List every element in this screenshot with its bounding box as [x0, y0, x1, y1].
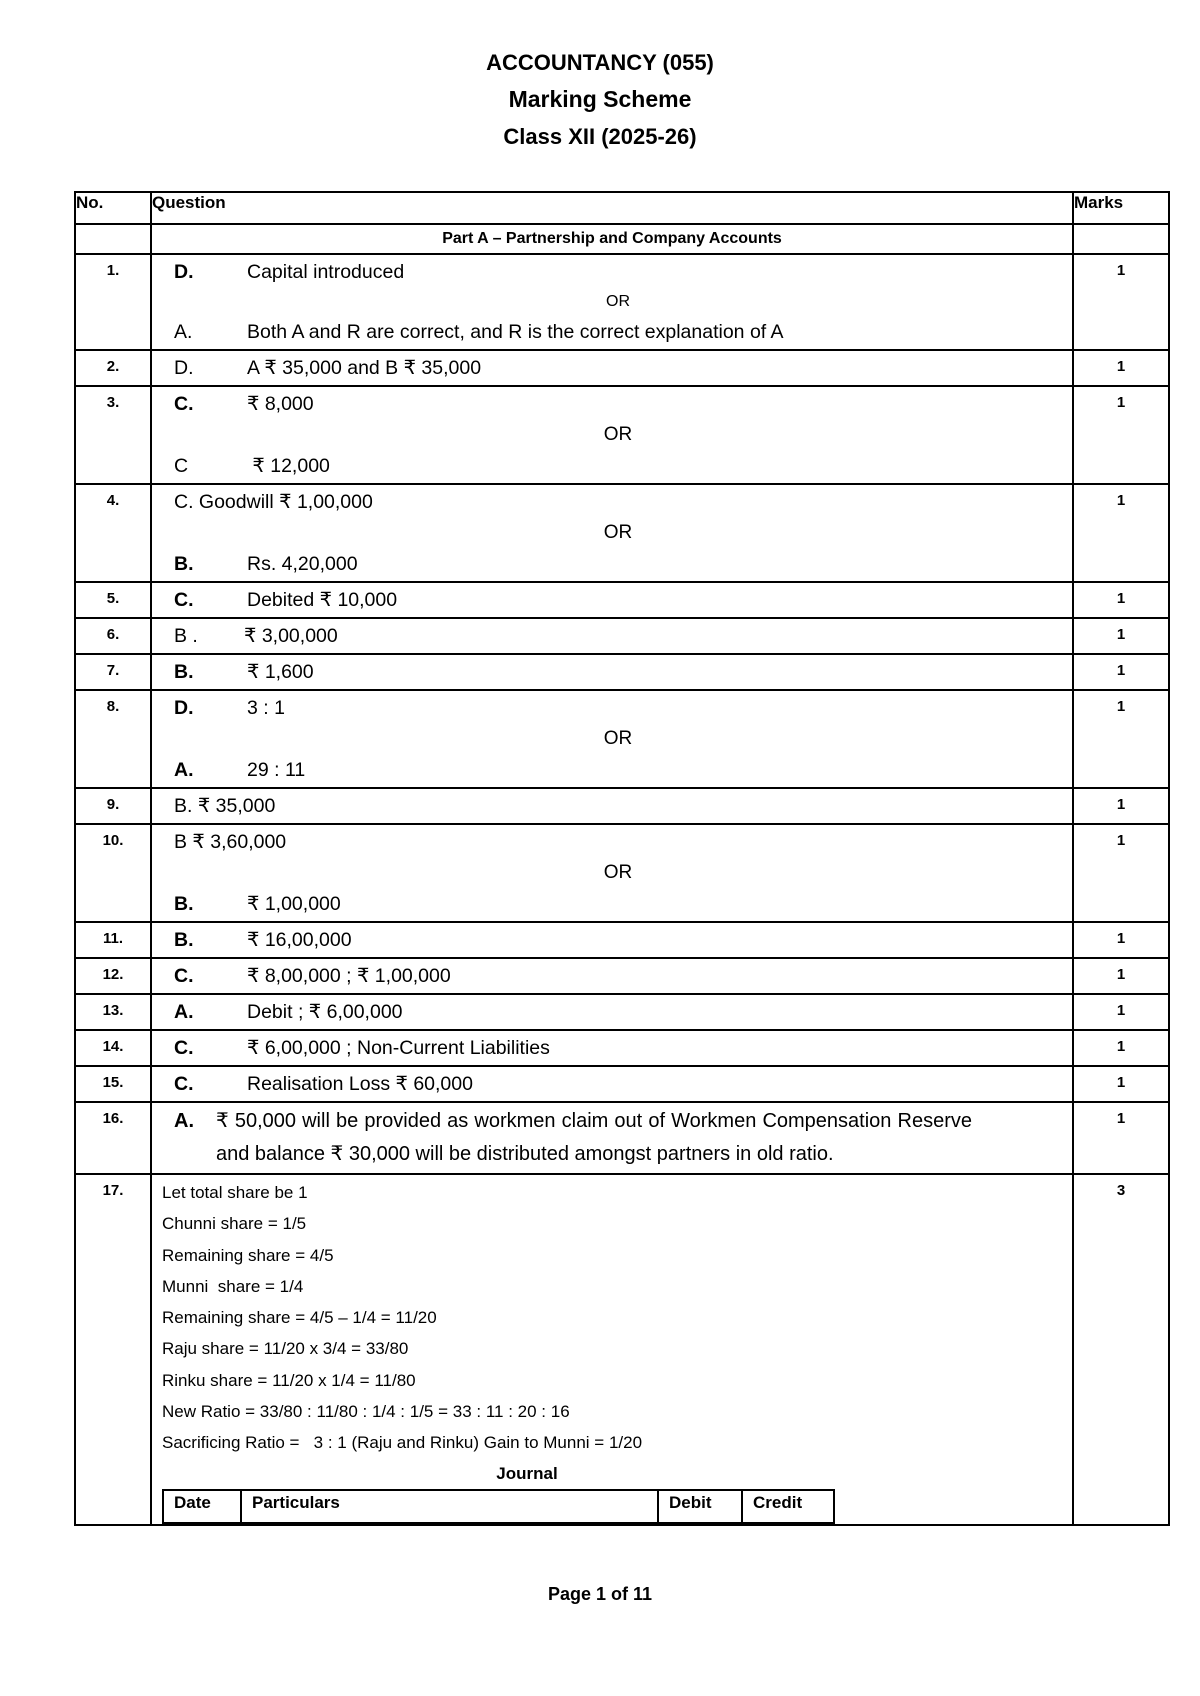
table-row [75, 690, 1169, 788]
table-row [75, 1066, 1169, 1102]
answer-option-letter: B. [174, 661, 194, 683]
answer-cell [151, 1102, 1073, 1174]
answer-option-letter: C. [174, 1073, 194, 1095]
answer-text: ₹ 8,000 [247, 393, 314, 415]
or-separator: OR [603, 424, 633, 445]
solution-line: Munni share = 1/4 [162, 1276, 304, 1296]
answer-cell [151, 484, 1073, 582]
marks-value: 1 [1073, 958, 1169, 994]
answer-cell [151, 1066, 1073, 1102]
question-number: 17. [75, 1174, 151, 1525]
question-number: 9. [75, 788, 151, 824]
answer-text: Rs. 4,20,000 [247, 553, 358, 575]
answer-cell [151, 824, 1073, 922]
answer-text: ₹ 1,00,000 [247, 893, 341, 915]
answer-text: ₹ 6,00,000 ; Non-Current Liabilities [247, 1037, 550, 1059]
answer-option-letter: D. [174, 261, 194, 283]
page-number: Page 1 of 11 [547, 1584, 653, 1604]
question-number: 2. [75, 350, 151, 386]
question-number: 6. [75, 618, 151, 654]
table-row [75, 386, 1169, 484]
answer-cell [151, 690, 1073, 788]
solution-line: New Ratio = 33/80 : 11/80 : 1/4 : 1/5 = 33 : 11 : 20 : 16 [162, 1402, 570, 1422]
answer-cell [151, 922, 1073, 958]
answer-option-letter: A. [174, 1001, 194, 1023]
solution-line: Sacrificing Ratio = 3 : 1 (Raju and Rinku) Gain to Munni = 1/20 [162, 1433, 643, 1453]
table-row [75, 254, 1169, 350]
answer-text: Capital introduced [247, 261, 405, 283]
subject-title: ACCOUNTANCY (055) [486, 50, 714, 75]
question-number: 8. [75, 690, 151, 788]
answer-option-letter: A. [174, 1110, 194, 1132]
answer-option-letter: B. [174, 893, 194, 915]
table-row [75, 994, 1169, 1030]
answer-cell [151, 1030, 1073, 1066]
question-number: 15. [75, 1066, 151, 1102]
journal-col-credit: Credit [742, 1490, 834, 1523]
marks-value: 1 [1073, 922, 1169, 958]
marks-value: 1 [1073, 254, 1169, 350]
answer-text: A ₹ 35,000 and B ₹ 35,000 [247, 357, 482, 379]
answer-option-letter: C. [174, 965, 194, 987]
table-row [75, 922, 1169, 958]
page-header [0, 44, 1200, 155]
col-marks-header: Marks [1073, 192, 1169, 224]
answer-option-letter: C. [174, 589, 194, 611]
question-number: 10. [75, 824, 151, 922]
answer-option-letter: B. [174, 553, 194, 575]
table-row [75, 618, 1169, 654]
answer-cell [151, 618, 1073, 654]
answer-cell [151, 994, 1073, 1030]
table-row [75, 582, 1169, 618]
solution-steps [162, 1177, 1072, 1524]
col-question-header: Question [151, 192, 1073, 224]
table-row [75, 350, 1169, 386]
answer-text: ₹ 3,00,000 [244, 625, 338, 647]
table-row [75, 824, 1169, 922]
marks-value: 1 [1073, 618, 1169, 654]
answer-cell [151, 386, 1073, 484]
answer-cell [151, 350, 1073, 386]
answer-cell [151, 788, 1073, 824]
answer-option-letter: A. [174, 321, 193, 343]
marks-value: 1 [1073, 582, 1169, 618]
marks-value: 1 [1073, 386, 1169, 484]
answer-text: Both A and R are correct, and R is the correct explanation of A [247, 321, 784, 343]
question-number: 13. [75, 994, 151, 1030]
question-number: 3. [75, 386, 151, 484]
solution-line: Rinku share = 11/20 x 1/4 = 11/80 [162, 1370, 416, 1390]
or-separator: OR [603, 862, 633, 883]
table-row [75, 484, 1169, 582]
table-row [75, 1102, 1169, 1174]
answer-option-letter: C [174, 455, 189, 477]
question-number: 16. [75, 1102, 151, 1174]
part-a-row [75, 224, 1169, 254]
question-number: 5. [75, 582, 151, 618]
journal-table [162, 1489, 835, 1524]
question-number: 12. [75, 958, 151, 994]
marks-value: 1 [1073, 690, 1169, 788]
or-separator: OR [606, 293, 630, 310]
answer-option-letter: B . [174, 625, 198, 647]
table-header-row [75, 192, 1169, 224]
answer-option-letter: D. [174, 697, 194, 719]
col-no-header: No. [75, 192, 151, 224]
document-title: Marking Scheme [508, 86, 692, 112]
answer-text: Debited ₹ 10,000 [247, 589, 398, 611]
table-row [75, 654, 1169, 690]
table-row [75, 1030, 1169, 1066]
solution-line: Raju share = 11/20 x 3/4 = 33/80 [162, 1339, 409, 1359]
question-number: 14. [75, 1030, 151, 1066]
answer-text: C. Goodwill ₹ 1,00,000 [174, 491, 373, 513]
answer-option-letter: B. [174, 929, 194, 951]
answer-text: ₹ 12,000 [247, 455, 330, 477]
answer-option-letter: A. [174, 759, 194, 781]
part-a-title: Part A – Partnership and Company Accounts [151, 224, 1073, 254]
solution-line: Chunni share = 1/5 [162, 1214, 307, 1234]
or-separator: OR [603, 522, 633, 543]
answer-option-letter: C. [174, 393, 194, 415]
marking-scheme-table [74, 191, 1170, 1526]
question-number: 4. [75, 484, 151, 582]
class-title: Class XII (2025-26) [503, 124, 697, 149]
question-number: 7. [75, 654, 151, 690]
marks-value: 1 [1073, 1030, 1169, 1066]
answer-text: ₹ 8,00,000 ; ₹ 1,00,000 [247, 965, 451, 987]
table-row [75, 958, 1169, 994]
answer-cell [151, 654, 1073, 690]
answer-text: Realisation Loss ₹ 60,000 [247, 1073, 473, 1095]
answer-text: 3 : 1 [247, 697, 285, 719]
marks-value: 1 [1073, 1066, 1169, 1102]
marks-value: 1 [1073, 484, 1169, 582]
answer-cell [151, 958, 1073, 994]
solution-line: Remaining share = 4/5 [162, 1245, 334, 1265]
answer-cell [151, 1174, 1073, 1525]
marks-value: 1 [1073, 824, 1169, 922]
or-separator: OR [603, 728, 633, 749]
marks-value: 1 [1073, 350, 1169, 386]
marks-value: 1 [1073, 1102, 1169, 1174]
journal-col-particulars: Particulars [241, 1490, 658, 1523]
answer-option-letter: C. [174, 1037, 194, 1059]
journal-col-debit: Debit [658, 1490, 742, 1523]
table-row [75, 788, 1169, 824]
answer-text: ₹ 1,600 [247, 661, 314, 683]
answer-cell [151, 254, 1073, 350]
journal-col-date: Date [163, 1490, 241, 1523]
solution-line: Remaining share = 4/5 – 1/4 = 11/20 [162, 1308, 437, 1328]
table-row [75, 1174, 1169, 1525]
answer-text: 29 : 11 [247, 759, 306, 781]
answer-text: B ₹ 3,60,000 [174, 831, 287, 853]
journal-title: Journal [496, 1463, 558, 1483]
answer-text: Debit ; ₹ 6,00,000 [247, 1001, 403, 1023]
answer-text: B. ₹ 35,000 [174, 795, 276, 817]
marks-value: 1 [1073, 788, 1169, 824]
marks-value: 1 [1073, 994, 1169, 1030]
solution-line: Let total share be 1 [162, 1183, 308, 1202]
marks-value: 1 [1073, 654, 1169, 690]
answer-text: ₹ 16,00,000 [247, 929, 352, 951]
answer-option-letter: D. [174, 357, 194, 379]
question-number: 11. [75, 922, 151, 958]
marks-value: 3 [1073, 1174, 1169, 1525]
answer-cell [151, 582, 1073, 618]
answer-text: ₹ 50,000 will be provided as workmen claim out of Workmen Compensation Reserve and balance ₹ 30,000 will be distributed amongst partners in old ratio. [216, 1110, 972, 1165]
question-number: 1. [75, 254, 151, 350]
